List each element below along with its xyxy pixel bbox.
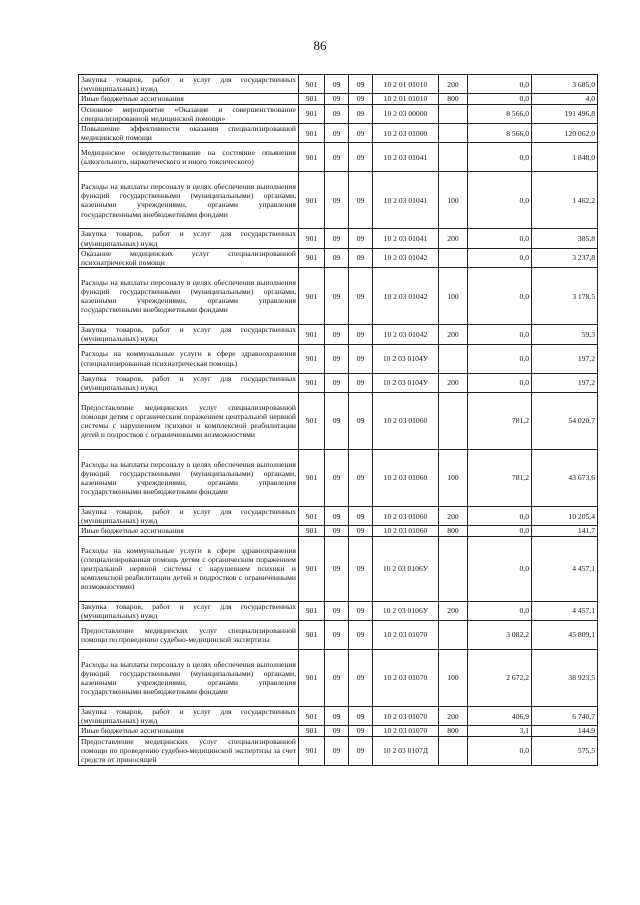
- section-code-cell: 09: [325, 601, 349, 620]
- amount-2-cell: 3 178,5: [532, 268, 598, 325]
- expense-type-cell: [439, 104, 468, 123]
- department-code-cell: 901: [299, 450, 325, 507]
- amount-1-cell: 0,0: [468, 344, 532, 373]
- expense-name-cell: Закупка товаров, работ и услуг для государственных (муниципальных) нужд: [79, 325, 299, 344]
- section-code-cell: 09: [325, 736, 349, 765]
- target-article-cell: 10 2 03 01042: [373, 268, 439, 325]
- target-article-cell: 10 2 03 0104У: [373, 344, 439, 373]
- expense-type-cell: 800: [439, 526, 468, 536]
- table-row: [79, 601, 598, 620]
- section-code-cell: 09: [325, 268, 349, 325]
- amount-2-cell: 575,5: [532, 736, 598, 765]
- section-code-cell: 09: [325, 94, 349, 104]
- table-row: [79, 344, 598, 373]
- subsection-code-cell: 09: [349, 75, 373, 94]
- expense-name-cell: Закупка товаров, работ и услуг для государственных (муниципальных) нужд: [79, 601, 299, 620]
- target-article-cell: 10 2 03 0106У: [373, 536, 439, 601]
- expense-name-cell: Иные бюджетные ассигнования: [79, 526, 299, 536]
- department-code-cell: 901: [299, 536, 325, 601]
- section-code-cell: 09: [325, 124, 349, 143]
- section-code-cell: 09: [325, 526, 349, 536]
- amount-2-cell: 191 496,8: [532, 104, 598, 123]
- amount-1-cell: 781,2: [468, 450, 532, 507]
- target-article-cell: 10 2 03 0104У: [373, 373, 439, 392]
- target-article-cell: 10 2 03 01070: [373, 726, 439, 736]
- amount-2-cell: 59,3: [532, 325, 598, 344]
- amount-1-cell: 0,0: [468, 172, 532, 229]
- table-body: [79, 75, 598, 766]
- subsection-code-cell: 09: [349, 344, 373, 373]
- table-row: [79, 75, 598, 94]
- target-article-cell: 10 2 03 01070: [373, 707, 439, 726]
- expense-name-cell: Иные бюджетные ассигнования: [79, 726, 299, 736]
- amount-1-cell: 0,0: [468, 94, 532, 104]
- department-code-cell: 901: [299, 393, 325, 450]
- amount-2-cell: 6 740,7: [532, 707, 598, 726]
- expense-type-cell: [439, 393, 468, 450]
- subsection-code-cell: 09: [349, 650, 373, 707]
- amount-1-cell: 0,0: [468, 229, 532, 248]
- expense-type-cell: 200: [439, 707, 468, 726]
- department-code-cell: 901: [299, 507, 325, 526]
- expense-type-cell: [439, 124, 468, 143]
- department-code-cell: 901: [299, 248, 325, 267]
- amount-1-cell: 0,0: [468, 143, 532, 172]
- target-article-cell: 10 2 03 01000: [373, 124, 439, 143]
- expense-name-cell: Расходы на выплаты персоналу в целях обеспечения выполнения функций государственными (муниципальными) органами, казенными учреждениями, органами управления государственными внебюджетными фондами: [79, 268, 299, 325]
- subsection-code-cell: 09: [349, 104, 373, 123]
- table-row: [79, 707, 598, 726]
- target-article-cell: 10 2 03 01041: [373, 172, 439, 229]
- amount-1-cell: 0,0: [468, 526, 532, 536]
- target-article-cell: 10 2 03 01041: [373, 143, 439, 172]
- table-row: [79, 393, 598, 450]
- expense-name-cell: Закупка товаров, работ и услуг для государственных (муниципальных) нужд: [79, 373, 299, 392]
- amount-1-cell: 3 082,2: [468, 621, 532, 650]
- department-code-cell: 901: [299, 621, 325, 650]
- table-row: [79, 507, 598, 526]
- table-row: [79, 172, 598, 229]
- target-article-cell: 10 2 01 01010: [373, 75, 439, 94]
- expense-name-cell: Расходы на выплаты персоналу в целях обеспечения выполнения функций государственными (муниципальными) органами, казенными учреждениями, органами управления государственными внебюджетными фондами: [79, 172, 299, 229]
- section-code-cell: 09: [325, 344, 349, 373]
- expense-name-cell: Предоставление медицинских услуг специализированной помощи детям с органическим поражением центральной нервной системы с нарушением психики и комплексной реабилитации детей и подростков с ограниченными возможностями: [79, 393, 299, 450]
- expense-type-cell: [439, 536, 468, 601]
- expense-type-cell: 200: [439, 229, 468, 248]
- amount-1-cell: 0,0: [468, 536, 532, 601]
- subsection-code-cell: 09: [349, 268, 373, 325]
- amount-1-cell: 406,9: [468, 707, 532, 726]
- table-row: [79, 526, 598, 536]
- department-code-cell: 901: [299, 736, 325, 765]
- target-article-cell: 10 2 03 01060: [373, 507, 439, 526]
- amount-2-cell: 38 923,5: [532, 650, 598, 707]
- department-code-cell: 901: [299, 726, 325, 736]
- department-code-cell: 901: [299, 268, 325, 325]
- amount-2-cell: 144,9: [532, 726, 598, 736]
- amount-1-cell: 0,0: [468, 268, 532, 325]
- subsection-code-cell: 09: [349, 143, 373, 172]
- expense-name-cell: Расходы на коммунальные услуги в сфере здравоохранения (специализированная помощь детям с органическим поражением центральной нервной системы с нарушением психики и комплексной реабилитации детей и подростков с ограниченными возможностями): [79, 536, 299, 601]
- table-row: [79, 143, 598, 172]
- subsection-code-cell: 09: [349, 621, 373, 650]
- department-code-cell: 901: [299, 650, 325, 707]
- expense-type-cell: 200: [439, 325, 468, 344]
- table-row: [79, 229, 598, 248]
- amount-2-cell: 141,7: [532, 526, 598, 536]
- amount-2-cell: 4,0: [532, 94, 598, 104]
- amount-1-cell: 781,2: [468, 393, 532, 450]
- subsection-code-cell: 09: [349, 229, 373, 248]
- target-article-cell: 10 2 03 01042: [373, 325, 439, 344]
- subsection-code-cell: 09: [349, 536, 373, 601]
- expense-name-cell: Закупка товаров, работ и услуг для государственных (муниципальных) нужд: [79, 75, 299, 94]
- amount-2-cell: 197,2: [532, 344, 598, 373]
- expense-type-cell: 800: [439, 726, 468, 736]
- subsection-code-cell: 09: [349, 507, 373, 526]
- expense-type-cell: [439, 736, 468, 765]
- table-row: [79, 124, 598, 143]
- target-article-cell: 10 2 03 01070: [373, 650, 439, 707]
- table-row: [79, 450, 598, 507]
- amount-2-cell: 120 062,0: [532, 124, 598, 143]
- expense-name-cell: Основное мероприятие «Оказание и совершенствование специализированной медицинской помощи»: [79, 104, 299, 123]
- section-code-cell: 09: [325, 450, 349, 507]
- subsection-code-cell: 09: [349, 601, 373, 620]
- table-row: [79, 736, 598, 765]
- subsection-code-cell: 09: [349, 726, 373, 736]
- expense-type-cell: 100: [439, 172, 468, 229]
- section-code-cell: 09: [325, 507, 349, 526]
- table-row: [79, 104, 598, 123]
- subsection-code-cell: 09: [349, 526, 373, 536]
- subsection-code-cell: 09: [349, 248, 373, 267]
- expense-type-cell: 100: [439, 650, 468, 707]
- subsection-code-cell: 09: [349, 450, 373, 507]
- table-row: [79, 248, 598, 267]
- expense-name-cell: Расходы на выплаты персоналу в целях обеспечения выполнения функций государственными (муниципальными) органами, казенными учреждениями, органами управления государственными внебюджетными фондами: [79, 650, 299, 707]
- section-code-cell: 09: [325, 229, 349, 248]
- section-code-cell: 09: [325, 707, 349, 726]
- expense-name-cell: Расходы на выплаты персоналу в целях обеспечения выполнения функций государственными (муниципальными) органами, казенными учреждениями, органами управления государственными внебюджетными фондами: [79, 450, 299, 507]
- expense-name-cell: Предоставление медицинских услуг специализированной помощи по проведению судебно-медицинской экспертизы: [79, 621, 299, 650]
- expense-type-cell: [439, 621, 468, 650]
- target-article-cell: 10 2 03 0106У: [373, 601, 439, 620]
- target-article-cell: 10 2 03 00000: [373, 104, 439, 123]
- amount-1-cell: 3,1: [468, 726, 532, 736]
- target-article-cell: 10 2 01 01010: [373, 94, 439, 104]
- department-code-cell: 901: [299, 229, 325, 248]
- subsection-code-cell: 09: [349, 124, 373, 143]
- expense-type-cell: 200: [439, 373, 468, 392]
- department-code-cell: 901: [299, 373, 325, 392]
- amount-1-cell: 2 672,2: [468, 650, 532, 707]
- expense-type-cell: 200: [439, 75, 468, 94]
- expense-type-cell: 800: [439, 94, 468, 104]
- expense-name-cell: Оказание медицинских услуг специализированной психиатрической помощи: [79, 248, 299, 267]
- section-code-cell: 09: [325, 143, 349, 172]
- amount-2-cell: 1 462,2: [532, 172, 598, 229]
- subsection-code-cell: 09: [349, 373, 373, 392]
- amount-2-cell: 3 685,0: [532, 75, 598, 94]
- expense-name-cell: Закупка товаров, работ и услуг для государственных (муниципальных) нужд: [79, 707, 299, 726]
- amount-1-cell: 0,0: [468, 601, 532, 620]
- department-code-cell: 901: [299, 172, 325, 229]
- target-article-cell: 10 2 03 01060: [373, 393, 439, 450]
- subsection-code-cell: 09: [349, 707, 373, 726]
- department-code-cell: 901: [299, 707, 325, 726]
- section-code-cell: 09: [325, 248, 349, 267]
- amount-2-cell: 54 020,7: [532, 393, 598, 450]
- table-row: [79, 650, 598, 707]
- amount-2-cell: 4 457,1: [532, 601, 598, 620]
- amount-1-cell: 0,0: [468, 373, 532, 392]
- subsection-code-cell: 09: [349, 172, 373, 229]
- target-article-cell: 10 2 03 01060: [373, 526, 439, 536]
- department-code-cell: 901: [299, 143, 325, 172]
- subsection-code-cell: 09: [349, 94, 373, 104]
- expense-name-cell: Закупка товаров, работ и услуг для государственных (муниципальных) нужд: [79, 507, 299, 526]
- budget-table: [78, 74, 598, 766]
- amount-2-cell: 45 809,1: [532, 621, 598, 650]
- expense-type-cell: 200: [439, 507, 468, 526]
- amount-2-cell: 4 457,1: [532, 536, 598, 601]
- table-row: [79, 94, 598, 104]
- section-code-cell: 09: [325, 373, 349, 392]
- department-code-cell: 901: [299, 94, 325, 104]
- section-code-cell: 09: [325, 650, 349, 707]
- subsection-code-cell: 09: [349, 736, 373, 765]
- expense-name-cell: Медицинское освидетельствование на состояние опьянения (алкогольного, наркотического и иного токсического): [79, 143, 299, 172]
- expense-name-cell: Закупка товаров, работ и услуг для государственных (муниципальных) нужд: [79, 229, 299, 248]
- expense-type-cell: 100: [439, 268, 468, 325]
- department-code-cell: 901: [299, 104, 325, 123]
- amount-2-cell: 197,2: [532, 373, 598, 392]
- amount-1-cell: 8 566,0: [468, 124, 532, 143]
- page-number: 86: [313, 38, 327, 53]
- target-article-cell: 10 2 03 01041: [373, 229, 439, 248]
- expense-type-cell: [439, 248, 468, 267]
- department-code-cell: 901: [299, 124, 325, 143]
- subsection-code-cell: 09: [349, 393, 373, 450]
- amount-2-cell: 43 673,6: [532, 450, 598, 507]
- table-row: [79, 726, 598, 736]
- amount-2-cell: 385,8: [532, 229, 598, 248]
- section-code-cell: 09: [325, 75, 349, 94]
- expense-name-cell: Предоставление медицинских услуг специализированной помощи по проведению судебно-медицинской экспертизы за счет средств от приносящей: [79, 736, 299, 765]
- table-row: [79, 621, 598, 650]
- expense-type-cell: 100: [439, 450, 468, 507]
- table-row: [79, 268, 598, 325]
- table-row: [79, 536, 598, 601]
- amount-1-cell: 0,0: [468, 325, 532, 344]
- section-code-cell: 09: [325, 536, 349, 601]
- expense-type-cell: [439, 344, 468, 373]
- target-article-cell: 10 2 03 0107Д: [373, 736, 439, 765]
- subsection-code-cell: 09: [349, 325, 373, 344]
- section-code-cell: 09: [325, 172, 349, 229]
- amount-1-cell: 0,0: [468, 248, 532, 267]
- target-article-cell: 10 2 03 01060: [373, 450, 439, 507]
- amount-1-cell: 0,0: [468, 736, 532, 765]
- department-code-cell: 901: [299, 325, 325, 344]
- section-code-cell: 09: [325, 621, 349, 650]
- department-code-cell: 901: [299, 75, 325, 94]
- amount-2-cell: 3 237,8: [532, 248, 598, 267]
- amount-2-cell: 10 205,4: [532, 507, 598, 526]
- target-article-cell: 10 2 03 01070: [373, 621, 439, 650]
- amount-1-cell: 0,0: [468, 75, 532, 94]
- amount-1-cell: 8 566,0: [468, 104, 532, 123]
- department-code-cell: 901: [299, 344, 325, 373]
- section-code-cell: 09: [325, 325, 349, 344]
- amount-1-cell: 0,0: [468, 507, 532, 526]
- expense-name-cell: Повышение эффективности оказания специализированной медицинской помощи: [79, 124, 299, 143]
- expense-name-cell: Иные бюджетные ассигнования: [79, 94, 299, 104]
- expense-name-cell: Расходы на коммунальные услуги в сфере здравоохранения (специализированная психиатрическая помощь): [79, 344, 299, 373]
- amount-2-cell: 1 848,0: [532, 143, 598, 172]
- target-article-cell: 10 2 03 01042: [373, 248, 439, 267]
- expense-type-cell: 200: [439, 601, 468, 620]
- section-code-cell: 09: [325, 104, 349, 123]
- section-code-cell: 09: [325, 393, 349, 450]
- department-code-cell: 901: [299, 526, 325, 536]
- section-code-cell: 09: [325, 726, 349, 736]
- department-code-cell: 901: [299, 601, 325, 620]
- table-row: [79, 325, 598, 344]
- expense-type-cell: [439, 143, 468, 172]
- table-row: [79, 373, 598, 392]
